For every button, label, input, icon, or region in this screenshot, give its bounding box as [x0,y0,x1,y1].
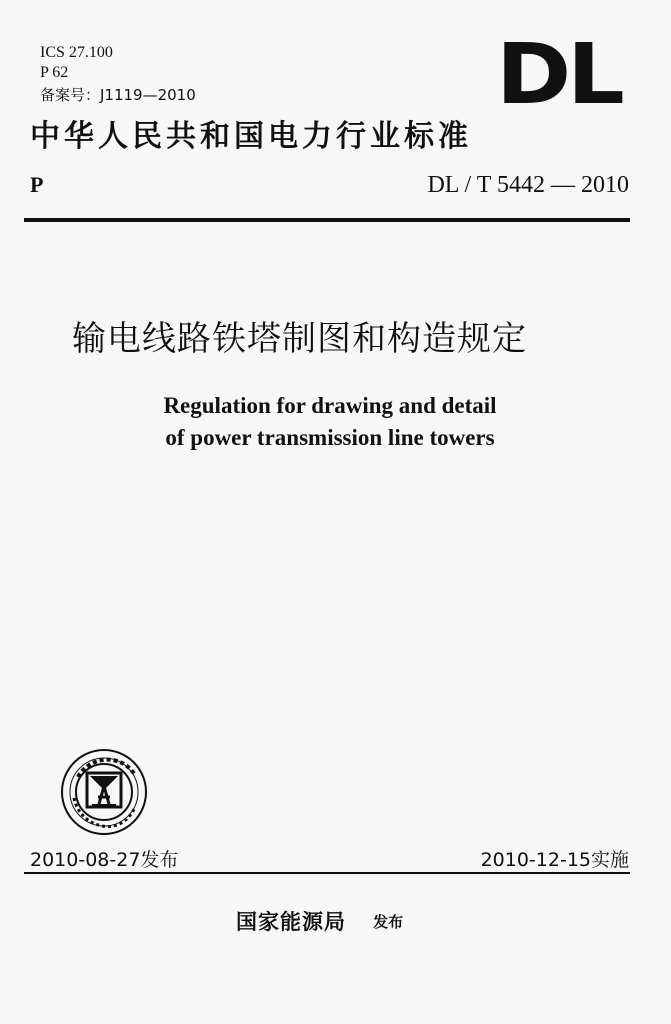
publisher-seal-icon [60,748,148,836]
publish-action: 发布 [373,913,404,931]
filing-number: 备案号：J1119—2010 [40,86,196,104]
ics-code: ICS 27.100 [40,44,113,61]
dl-logo: DL [496,42,621,106]
publisher-name: 国家能源局 [236,909,346,934]
industry-standard-title: 中华人民共和国电力行业标准 [30,119,472,154]
publisher-line [236,908,403,936]
issue-date: 2010-08-27发布 [30,849,179,871]
english-title-line-1: Regulation for drawing and detail [163,393,497,418]
chinese-document-title: 输电线路铁塔制图和构造规定 [72,319,527,359]
classification-code: P 62 [40,64,69,81]
standard-number: DL / T 5442 — 2010 [427,172,629,198]
english-title-line-2: of power transmission line towers [165,425,495,450]
footer-divider [24,872,630,874]
standard-category: P [30,172,44,197]
header-divider [24,218,630,222]
implementation-date: 2010-12-15实施 [480,849,629,871]
